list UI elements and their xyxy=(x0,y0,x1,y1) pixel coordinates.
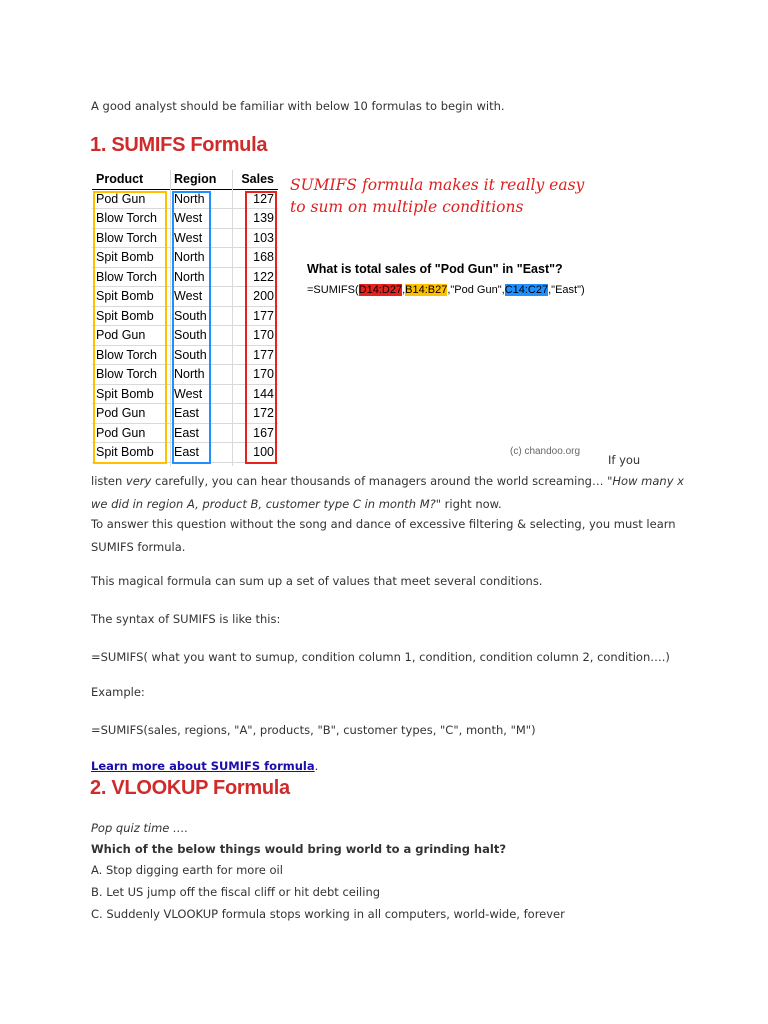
cell-product: Spit Bomb xyxy=(96,308,154,323)
paragraph-3: This magical formula can sum up a set of values that meet several conditions. xyxy=(91,574,543,588)
sumifs-callout xyxy=(290,174,584,218)
example-label: Example: xyxy=(91,685,145,699)
cell-sales: 177 xyxy=(253,347,274,362)
grid-line xyxy=(170,170,171,466)
callout-line-2: to sum on multiple conditions xyxy=(290,198,524,216)
cell-product: Pod Gun xyxy=(96,328,146,342)
cell-region: West xyxy=(174,386,203,401)
paragraph-2 xyxy=(91,513,711,558)
formula-sep: , xyxy=(402,284,406,296)
cell-sales: 170 xyxy=(253,367,274,381)
cell-region: North xyxy=(174,269,205,284)
formula-sum-range: D14:D27 xyxy=(358,284,403,296)
cell-sales: 127 xyxy=(253,191,274,206)
cell-product: Pod Gun xyxy=(96,425,146,440)
para1-quote-2: we did in region A, product B, customer type C in month M?" xyxy=(91,496,442,511)
cell-product: Blow Torch xyxy=(96,230,157,245)
formula-product-range: B14:B27 xyxy=(405,284,448,296)
cell-product: Spit Bomb xyxy=(96,250,154,264)
cell-product: Pod Gun xyxy=(96,191,146,206)
section-2-title: VLOOKUP Formula xyxy=(111,777,290,799)
learn-more-link[interactable]: Learn more about SUMIFS formula xyxy=(91,759,315,773)
cell-region: South xyxy=(174,308,207,323)
intro-text: A good analyst should be familiar with below 10 formulas to begin with. xyxy=(91,99,505,113)
cell-product: Blow Torch xyxy=(96,269,157,284)
quiz-question: Which of the below things would bring world to a grinding halt? xyxy=(91,842,506,856)
header-sales: Sales xyxy=(241,172,274,186)
grid-line xyxy=(232,170,233,466)
table-header-row xyxy=(92,170,278,190)
quiz-options xyxy=(91,859,565,925)
sales-table xyxy=(92,170,278,466)
formula-mid: ,"Pod Gun", xyxy=(447,284,505,296)
section-1-heading xyxy=(90,134,267,157)
sumifs-example-formula xyxy=(307,284,585,296)
cell-sales: 168 xyxy=(253,250,274,264)
section-2-number: 2. xyxy=(90,777,107,799)
cell-region: North xyxy=(174,367,205,381)
cell-product: Spit Bomb xyxy=(96,386,154,401)
paragraph-1 xyxy=(91,470,691,515)
cell-region: South xyxy=(174,347,207,362)
syntax-line: =SUMIFS( what you want to sumup, condition column 1, condition, condition column 2, condition….) xyxy=(91,650,670,664)
header-product: Product xyxy=(96,172,144,186)
callout-line-1: SUMIFS formula makes it really easy xyxy=(290,176,585,194)
section-1-number: 1. xyxy=(90,134,107,156)
sales-question: What is total sales of "Pod Gun" in "East"? xyxy=(307,262,563,276)
learn-more-period: . xyxy=(314,759,319,773)
header-region: Region xyxy=(174,172,217,186)
cell-region: West xyxy=(174,230,203,245)
cell-sales: 167 xyxy=(253,425,274,440)
section-2-heading xyxy=(90,777,290,800)
para1-b: carefully, you can hear thousands of managers around the world screaming… xyxy=(151,474,608,488)
cell-region: North xyxy=(174,250,205,264)
formula-region-range: C14:C27 xyxy=(504,284,549,296)
para1-very: very xyxy=(125,474,152,488)
region-range-box xyxy=(172,191,211,464)
quiz-option-b: B. Let US jump off the fiscal cliff or hit debt ceiling xyxy=(91,885,381,899)
cell-region: North xyxy=(174,191,205,206)
cell-sales: 177 xyxy=(253,308,274,323)
cell-sales: 170 xyxy=(253,328,274,342)
cell-product: Spit Bomb xyxy=(96,289,154,303)
cell-region: West xyxy=(174,211,203,225)
image-credit: (c) chandoo.org xyxy=(510,446,581,457)
cell-sales: 144 xyxy=(253,386,274,401)
para2-line-2: SUMIFS formula. xyxy=(91,539,186,554)
quiz-option-c: C. Suddenly VLOOKUP formula stops working in all computers, world-wide, forever xyxy=(91,907,565,921)
para1-c: right now. xyxy=(441,496,502,511)
learn-more xyxy=(91,755,318,778)
cell-region: West xyxy=(174,289,203,303)
cell-sales: 122 xyxy=(253,269,274,284)
section-1-title: SUMIFS Formula xyxy=(111,134,268,156)
cell-region: East xyxy=(174,445,200,459)
cell-sales: 200 xyxy=(253,289,274,303)
quiz-option-a: A. Stop digging earth for more oil xyxy=(91,863,283,877)
cell-region: East xyxy=(174,425,200,440)
para1-a: listen xyxy=(91,474,126,488)
para2-line-1: To answer this question without the song and dance of excessive filtering & selecting, you must learn xyxy=(91,517,676,531)
formula-suffix: ,"East") xyxy=(548,284,585,296)
cell-sales: 103 xyxy=(253,230,274,245)
cell-product: Spit Bomb xyxy=(96,445,154,459)
formula-prefix: =SUMIFS( xyxy=(307,284,359,296)
paragraph-4: The syntax of SUMIFS is like this: xyxy=(91,612,281,626)
product-range-box xyxy=(93,191,167,464)
quiz-intro: Pop quiz time …. xyxy=(91,821,189,835)
cell-product: Pod Gun xyxy=(96,406,146,420)
cell-sales: 100 xyxy=(253,445,274,459)
cell-region: East xyxy=(174,406,200,420)
cell-sales: 139 xyxy=(253,211,274,225)
para1-lead: If you xyxy=(608,453,641,467)
cell-sales: 172 xyxy=(253,406,274,420)
cell-product: Blow Torch xyxy=(96,347,157,362)
example-line: =SUMIFS(sales, regions, "A", products, "B", customer types, "C", month, "M") xyxy=(91,723,536,737)
cell-product: Blow Torch xyxy=(96,367,157,381)
sales-range-box xyxy=(245,191,277,464)
para1-quote-1: "How many x xyxy=(607,474,684,488)
cell-region: South xyxy=(174,328,207,342)
cell-product: Blow Torch xyxy=(96,211,157,225)
